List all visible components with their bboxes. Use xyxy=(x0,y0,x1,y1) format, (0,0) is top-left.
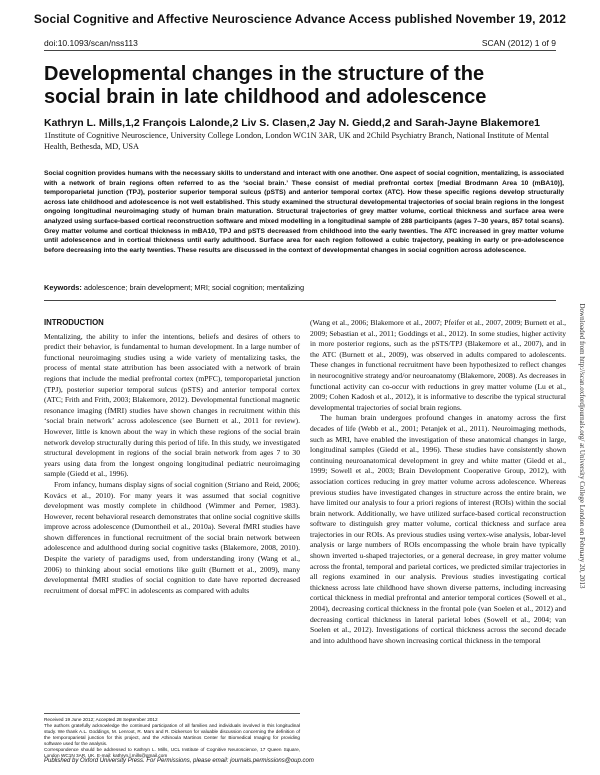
intro-heading: INTRODUCTION xyxy=(44,318,104,327)
keywords xyxy=(44,283,564,292)
abstract: Social cognition provides humans with the necessary skills to understand and interact with one another. One aspect of social cognition, mentalizing, is associated with a network of brain regions often referred to as the ‘social brain.’ These consist of medial prefrontal cortex [medial Brodmann Area 10 (mBA10)], temporoparietal junction (TPJ), posterior superior temporal sulcus (pSTS) and anterior temporal cortex (ATC). How these specific regions develop structurally across late childhood and adolescence is not well established. This study examined the structural developmental trajectories of social brain regions in the longest ongoing longitudinal neuroimaging study of human brain maturation. Structural trajectories of grey matter volume, cortical thickness and surface area were analyzed using surface-based cortical reconstruction software and mixed modelling in a longitudinal sample of 288 participants (ages 7–30 years, 857 total scans). Grey matter volume and cortical thickness in mBA10, TPJ and pSTS decreased from childhood into the early twenties. The ATC increased in grey matter volume until adolescence and in cortical thickness until early adulthood. Surface area for each region followed a cubic trajectory, peaking in early or pre-adolescence before decreasing into the early twenties. These results are discussed in the context of developmental changes in social cognition across adolescence. xyxy=(44,170,564,254)
abstract-rule xyxy=(44,300,556,301)
left-paragraph-2: From infancy, humans display signs of social cognition (Striano and Reid, 2006; Kovács et al., 2010). For many years it was assumed that social cognitive development was mostly complete in childhood (Wimmer and Perner, 1983). However, recent behavioral research demonstrates that online social cognitive skills improve across adolescence (Dumontheil et al., 2010a). Several fMRI studies have shown differences in functional recruitment of the social brain network between adolescence and adulthood during social cognitive tasks (Blakemore, 2008, 2010). Despite the variety of paradigms used, from understanding irony (Wang et al., 2006) to thinking about social emotions like guilt (Burnett et al., 2009), many developmental fMRI studies of social cognition to date have reported decreased recruitment of dorsal mPFC in adolescents as compared with adults xyxy=(44,479,300,595)
download-side-note xyxy=(580,180,590,720)
right-paragraph-1: (Wang et al., 2006; Blakemore et al., 2007; Pfeifer et al., 2007, 2009; Burnett et al., 2009; Sebastian et al., 2011; Goddings et al., 2012). In some studies, higher activity in more posterior regions, such as the pSTS/TPJ (Blakemore et al., 2007), and in the ATC (Burnett et al., 2009), was observed in adults compared to adolescents. These changes in functional recruitment have been hypothesized to reflect changes in neurocognitive strategy and/or neuroanatomy (Blakemore, 2008). As decreases in functional activity can co-occur with reductions in grey matter volume (Lu et al., 2009; Cohen Kadosh et al., 2012), it is informative to describe the typical structural developmental trajectories of social brain regions. xyxy=(310,318,566,412)
publisher-line: Published by Oxford University Press. For Permissions, please email: journals.permissions@oup.com xyxy=(44,758,314,764)
paper-title: Developmental changes in the structure of the social brain in late childhood and adolescence xyxy=(44,63,487,108)
keywords-list: adolescence; brain development; MRI; social cognition; mentalizing xyxy=(83,283,305,292)
meta-row xyxy=(44,38,556,48)
right-paragraph-2: The human brain undergoes profound changes in anatomy across the first decades of life (Webb et al., 2001; Petanjek et al., 2011). Neuroimaging methods, such as MRI, have enabled the investigation of these anatomical changes in large, longitudinal samples (Giedd et al., 1996). These studies have consistently shown continuing neuroanatomical development in grey and white matter (Giedd et al., 1999; Sowell et al., 2003; Brain Development Cooperative Group, 2012), with association cortices reducing in grey matter volume across adolescence. Whereas previous studies have investigated changes in structure across the entire brain, we have limited our analysis to four a priori regions of interest (ROIs) within the social brain network. Additionally, we have utilized surface-based cortical reconstruction software to distinguish grey matter volume, cortical thickness and surface area trajectories in our ROIs. As previous studies using vertex-wise analysis, lobar-level analysis or large numbers of ROIs encompassing the whole brain have typically shown inverted u-shaped trajectories, or a general decrease, in grey matter volume across the frontal, temporal and parietal cortices, we predicted similar trajectories in all regions examined in our analysis. Previous studies investigating cortical thickness across late childhood have shown diverse patterns, including increasing cortical thickness in medial prefrontal and anterior temporal cortices (Sowell et al., 2004), decreasing cortical thickness in the frontal pole (van Soelen et al., 2012) and decreasing cortical thickness in lateral parietal lobes (Sowell et al., 2004; van Soelen et al., 2012). Investigations of cortical thickness across the second decade and into adulthood have shown increasing cortical thickness in the temporal xyxy=(310,413,566,645)
author-list: Kathryn L. Mills,1,2 François Lalonde,2 Liv S. Clasen,2 Jay N. Giedd,2 and Sarah-Jayne Blakemore1 xyxy=(44,117,541,129)
download-side-note-text[interactable]: Downloaded from http://scan.oxfordjournals.org/ at University College London on February 20, 2013 xyxy=(578,303,586,589)
journal-page-info: SCAN (2012) 1 of 9 xyxy=(481,38,556,48)
advance-access-banner: Social Cognitive and Affective Neuroscience Advance Access published November 19, 2012 xyxy=(33,12,567,26)
left-paragraph-1: Mentalizing, the ability to infer the intentions, beliefs and desires of others to predict their behavior, is fundamental to human development. In a large number of functional neuroimaging studies using a wide variety of mentalizing tasks, the process of mental state attribution has been associated with a network of brain regions that include the medial prefrontal cortex (mPFC), temporoparietal junction (TPJ), posterior superior temporal sulcus (pSTS) and anterior temporal cortex (ATC; Frith and Frith, 2003; Blakemore, 2012). Developmental functional magnetic resonance imaging (fMRI) studies have shown changes in recruitment within this ‘social brain network’ across adolescence (see Burnett et al., 2011 for review). However, little is known about the way in which these regions of the social brain network develop structurally during this period of life. In this study, we investigated structural development in regions of the social brain network from ages 7 to 30 years using data from the longest ongoing longitudinal pediatric neuroimaging sample (Giedd et al., 1996). xyxy=(44,331,300,479)
acknowledgements: The authors gratefully acknowledge the continued participation of all families and individuals involved in this longitudinal study. We thank A.L. Goddings, M. Lenroot, R. Mars and R. Dickerson for valuable discussion concerning the definition of the temporoparietal junction for this project, and the Athinoula Martinos Center for Biomedical Imaging for providing software used for the analysis. xyxy=(44,723,300,746)
affiliations: 1Institute of Cognitive Neuroscience, University College London, London WC1N 3AR, UK and 2Child Psychiatry Branch, National Institute of Mental Health, Bethesda, MD, USA xyxy=(44,131,549,151)
header-rule xyxy=(44,50,556,51)
keywords-label: Keywords: xyxy=(44,283,82,292)
footnote-rule xyxy=(44,713,300,714)
right-column xyxy=(310,318,566,646)
received-dates: Received 19 June 2012; Accepted 28 September 2012 xyxy=(44,717,158,722)
left-column xyxy=(44,318,300,596)
correspondence: Correspondence should be addressed to Kathryn L. Mills, UCL Institute of Cognitive Neuroscience, 17 Queen Square, London WC1N 3AR, UK. E-mail: kathryn.l.mills@gmail.com xyxy=(44,747,300,758)
doi-link[interactable]: doi:10.1093/scan/nss113 xyxy=(44,38,138,48)
footnotes xyxy=(44,717,300,759)
